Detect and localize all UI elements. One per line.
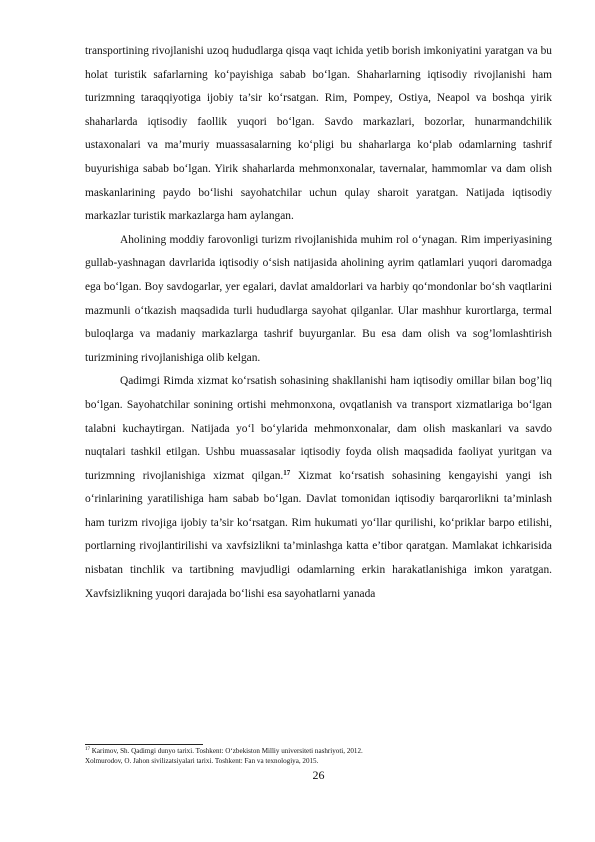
footnote-reference[interactable]: 17	[283, 468, 291, 477]
footnote-marker: 17	[85, 747, 90, 752]
footnote-separator	[85, 744, 203, 745]
footnote-text: Karimov, Sh. Qadimgi dunyo tarixi. Toshkent: O‘zbekiston Milliy universiteti nashriyoti, 2012.	[90, 747, 363, 755]
paragraph-3-text-before: Qadimgi Rimda xizmat ko‘rsatish sohasining shakllanishi ham iqtisodiy omillar bilan bog’liq bo‘lgan. Sayohatchilar sonining ortishi mehmonxona, ovqatlanish va transport xizmatlariga bo‘lgan talabni kuchaytirgan. Natijada yo‘l bo‘ylarida mehmonxonalar, dam olish maskanlari va savdo nuqtalari tashkil etilgan. Ushbu muassasalar iqtisodiy foyda olish maqsadida faoliyat yuritgan va turizmning rivojlanishiga xizmat qilgan.	[85, 375, 552, 482]
footnotes	[85, 746, 552, 767]
paragraph-2: Aholining moddiy farovonligi turizm rivojlanishida muhim rol o‘ynagan. Rim imperiyasining gullab-yashnagan davrlarida iqtisodiy o‘sish natijasida aholining ayrim qatlamlari yuqori daromadga ega bo‘lgan. Boy savdogarlar, yer egalari, davlat amaldorlari va harbiy qo‘mondonlar bo‘sh vaqtlarini mazmunli o‘tkazish maqsadida turli hududlarga sayohat qilganlar. Ular mashhur kurortlarga, termal buloqlarga va madaniy markazlarga tashrif buyurganlar. Bu esa dam olish va sog’lomlashtirish turizmining rivojlanishiga olib kelgan.	[85, 233, 552, 364]
paragraph-1: transportining rivojlanishi uzoq hududlarga qisqa vaqt ichida yetib borish imkoniyatini yaratgan va bu holat turistik safarlarning ko‘payishiga sabab bo‘lgan. Shaharlarning iqtisodiy rivojlanishi ham turizmning taraqqiyotiga ijobiy ta’sir ko‘rsatgan. Rim, Pompey, Ostiya, Neapol va boshqa yirik shaharlarda iqtisodiy faollik yuqori bo‘lgan. Savdo markazlari, bozorlar, hunarmandchilik ustaxonalari va ma’muriy muassasalarning ko‘pligi bu shaharlarga ko‘plab odamlarning tashrif buyurishiga sabab bo‘lgan. Yirik shaharlarda mehmonxonalar, tavernalar, hammomlar va dam olish maskanlarining paydo bo‘lishi sayohatchilar uchun qulay sharoit yaratgan. Natijada iqtisodiy markazlar turistik markazlarga ham aylangan.	[85, 45, 552, 223]
body-text	[85, 40, 552, 606]
paragraph-3-text-after: Xizmat ko‘rsatish sohasining kengayishi yangi ish o‘rinlarining yaratilishiga ham sabab bo‘lgan. Davlat tomonidan iqtisodiy barqarorlikni ta’minlash ham turizm rivojiga ijobiy ta’sir ko‘rsatgan. Rim hukumati yo‘llar qurilishi, ko‘priklar barpo etilishi, portlarning rivojlantirilishi va xavfsizlikni ta’minlashga katta e’tibor qaratgan. Mamlakat ichkarisida nisbatan tinchlik va tartibning mavjudligi odamlarning erkin harakatlanishiga imkon yaratgan. Xavfsizlikning yuqori darajada bo‘lishi esa sayohatlarni yanada	[85, 469, 552, 600]
footnote-item	[85, 746, 552, 756]
footnote-text: Xolmurodov, O. Jahon sivilizatsiyalari tarixi. Toshkent: Fan va texnologiya, 2015.	[85, 757, 319, 766]
page-number: 26	[312, 768, 325, 782]
paragraph-3	[85, 370, 552, 606]
footnote-item	[85, 756, 552, 766]
